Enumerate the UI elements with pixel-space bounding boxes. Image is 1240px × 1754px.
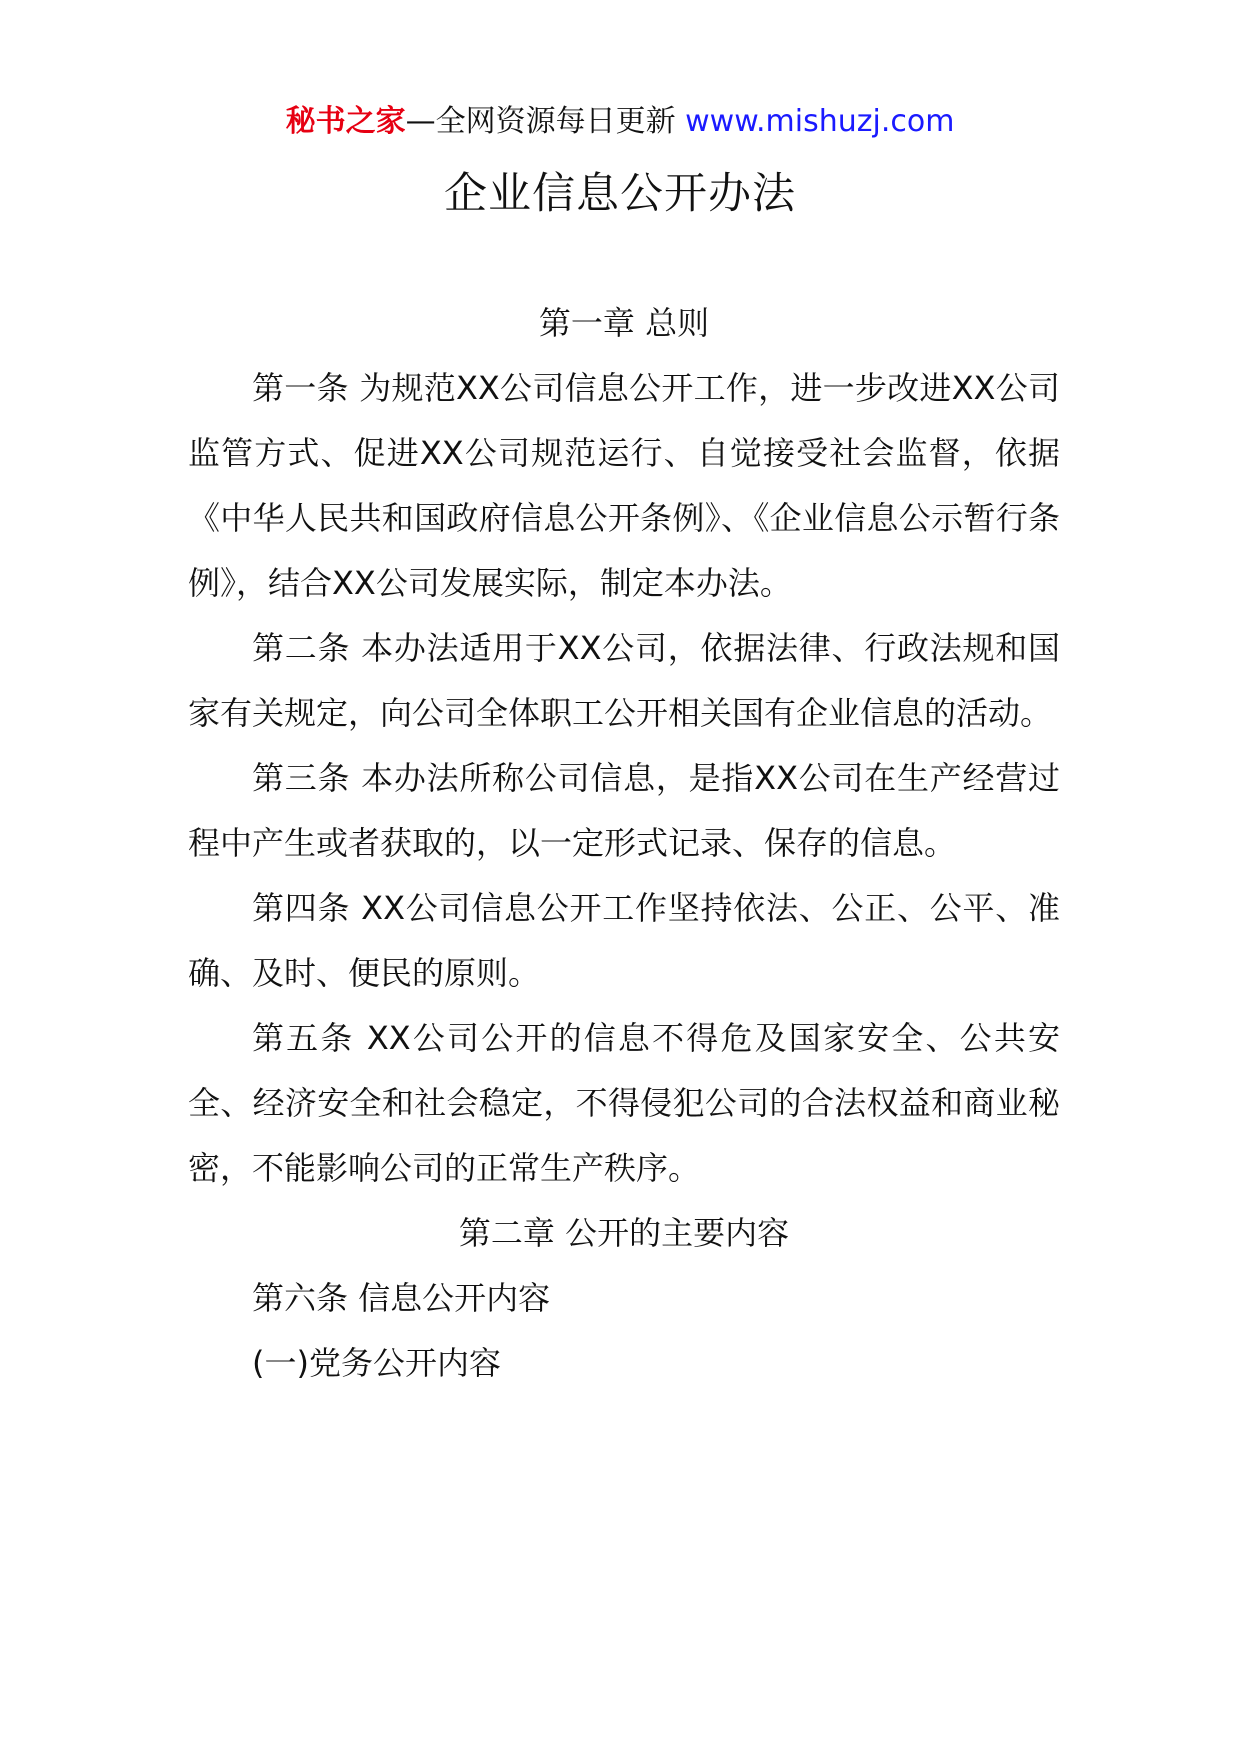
article-4: 第四条 XX公司信息公开工作坚持依法、公正、公平、准确、及时、便民的原则。 — [188, 889, 1060, 992]
article-2: 第二条 本办法适用于XX公司，依据法律、行政法规和国家有关规定，向公司全体职工公开相关国有企业信息的活动。 — [188, 629, 1060, 732]
chapter-heading-1: 第一章 总则 — [538, 304, 710, 342]
chapter-heading-2: 第二章 公开的主要内容 — [458, 1214, 790, 1252]
article-3: 第三条 本办法所称公司信息，是指XX公司在生产经营过程中产生或者获取的，以一定形式记录、保存的信息。 — [188, 759, 1060, 862]
site-url[interactable]: www.mishuzj.com — [685, 104, 955, 139]
article-1: 第一条 为规范XX公司信息公开工作，进一步改进XX公司监管方式、促进XX公司规范运行、自觉接受社会监督，依据《中华人民共和国政府信息公开条例》、《企业信息公示暂行条例》，结合XX公司发展实际，制定本办法。 — [188, 369, 1060, 602]
page-header — [0, 100, 1240, 144]
list-item-party-affairs: (一)党务公开内容 — [252, 1344, 501, 1382]
article-6: 第六条 信息公开内容 — [252, 1279, 551, 1317]
document-title: 企业信息公开办法 — [444, 169, 796, 219]
article-5: 第五条 XX公司公开的信息不得危及国家安全、公共安全、经济安全和社会稳定，不得侵犯公司的合法权益和商业秘密，不能影响公司的正常生产秩序。 — [188, 1019, 1060, 1187]
header-slogan: —全网资源每日更新 — [405, 104, 686, 139]
brand-name: 秘书之家 — [285, 104, 406, 139]
document-body — [188, 291, 1060, 1396]
